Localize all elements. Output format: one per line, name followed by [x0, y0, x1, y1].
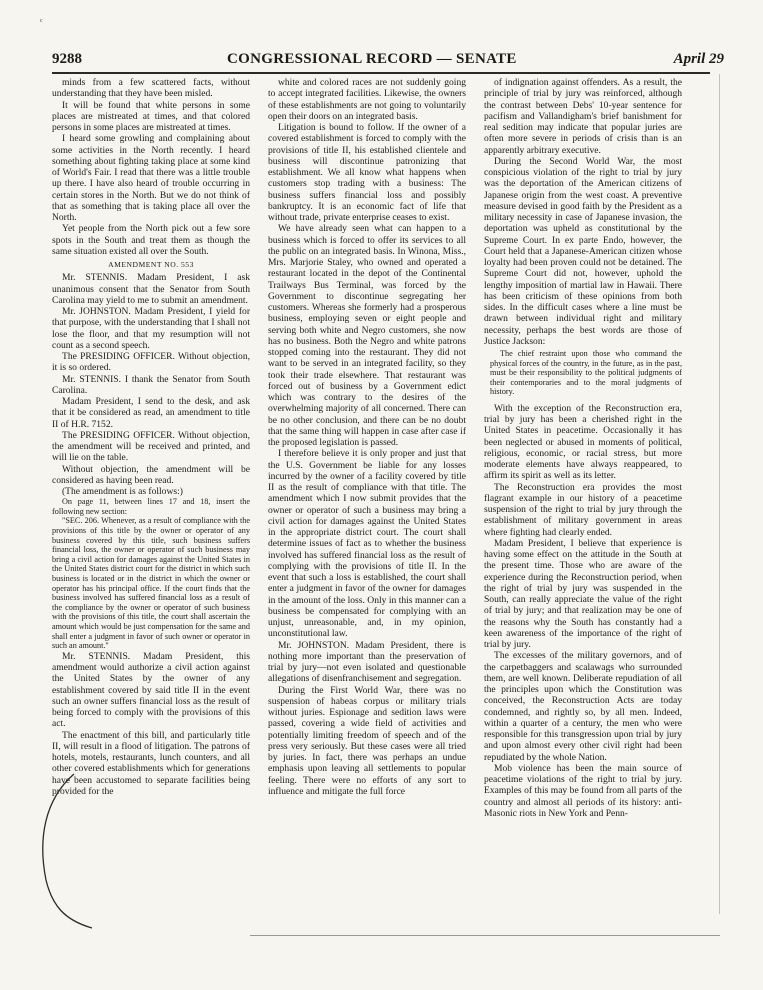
section-heading: AMENDMENT NO. 553 — [108, 260, 194, 269]
paragraph: The enactment of this bill, and particularly title II, will result in a flood of litigation. The patrons of hotels, motels, restaurants, lunch counters, and all other covered establishments which for generations have been accustomed to separate facilities being provided for the — [52, 729, 250, 797]
paragraph: (The amendment is as follows:) — [62, 486, 183, 497]
paragraph: We have already seen what can happen to a business which is forced to offer its services to all the public on an integrated basis. In Winona, Miss., Mrs. Marjorie Staley, who owned and operated a restaurant located in the depot of the Continental Trailways Bus Terminal, was forced by the Government to discontinue segregating her customers. Whereas she formerly had a prosperous business, employing seven or eight people and serving both white and Negro customers, she now has no business. Both the Negro and white patrons stopped coming into the restaurant. They did not want to be served in an integrated facility, so they took their trade elsewhere. That restaurant was forced out of business by a Government edict which was contrary to the desires of the overwhelming majority of all concerned. There can be no other conclusion, and there can be no doubt that the same thing will happen in case after case if the proposed legislation is passed. — [268, 223, 466, 448]
paragraph: During the Second World War, the most conspicious violation of the right to trial by jury was the deportation of the American citizens of Japanese origin from the west coast. A preventive measure devised in good faith by the President as a military necessity in case of Japanese invasion, the deportation was upheld as constitutional by the Supreme Court. In ex parte Endo, however, the Court held that a Japanese-American citizen whose loyalty had been proven could not be detained. The Supreme Court did not, however, uphold the lengthy imposition of martial law in Hawaii. There has been criticism of these opinions from both sides. In the difficult cases where a line must be drawn between individual right and military necessity, perhaps the best words are those of Justice Jackson: — [484, 155, 682, 347]
paragraph: Mr. JOHNSTON. Madam President, I yield for that purpose, with the understanding that I shall not lose the floor, and that my resumption will not count as a second speech. — [52, 306, 250, 351]
bottom-pen-line — [250, 935, 720, 936]
paragraph: minds from a few scattered facts, without understanding that they have been misled. — [52, 77, 250, 100]
paragraph: The PRESIDING OFFICER. Without objection, it is so ordered. — [52, 351, 250, 374]
paragraph: Mr. JOHNSTON. Madam President, there is nothing more important than the preservation of trial by jury—not even isolated and questionable allegations of disenfranchisement and segregation. — [268, 639, 466, 685]
paragraph: The PRESIDING OFFICER. Without objection, the amendment will be received and printed, and will lie on the table. — [52, 429, 250, 464]
paragraph: Mr. STENNIS. Madam President, I ask unanimous consent that the Senator from South Carolina may yield to me to submit an amendment. — [52, 272, 250, 306]
paragraph: white and colored races are not suddenly going to accept integrated facilities. Likewise, the owners of these establishments are not going to voluntarily open their doors on an integrated basis. — [268, 77, 466, 122]
column-2 — [268, 77, 466, 947]
paragraph: Litigation is bound to follow. If the owner of a covered establishment is forced to comply with the provisions of title II, his established clientele and business will discontinue patronizing that establishment. We all know what happens when customers stop trading with a business: The business suffers financial loss and possibly bankruptcy. It is an economic fact of life that without trade, private enterprise ceases to exist. — [268, 122, 466, 223]
paragraph: of indignation against offenders. As a result, the principle of trial by jury was reinforced, although the contrast between Debs' 10-year sentence for pacifism and Vallandigham's brief banishment for real sedition may indicate that popular juries are often more severe in periods of crisis than is an apparently arbitrary executive. — [484, 77, 682, 156]
paragraph: Without objection, the amendment will be considered as having been read. — [52, 463, 250, 486]
header-rule — [52, 72, 710, 74]
block-quote: The chief restraint upon those who command the physical forces of the country, in the future, as in the past, must be their responsibility to the political judgments of their contemporaries and to the moral judgments of history. — [490, 349, 682, 397]
paragraph: It will be found that white persons in some places are mistreated at times, and that colored persons in some places are mistreated at times. — [52, 99, 250, 133]
paragraph: "SEC. 206. Whenever, as a result of compliance with the provisions of this title by the owner or operator of any business covered by this title, such business suffers financial loss, the owner or operator of such business may bring a civil action for damages against the United States in the United States district court for the district in which such business is located or in the district in which the owner or operator has his principal office. If the court finds that the business involved has suffered financial loss as a result of the compliance by the owner or operator of such business with the provisions of this title, the court shall ascertain the amount which would be just compensation for the same and shall enter a judgment in favor of such owner or operator in such an amount." — [52, 516, 250, 651]
paragraph: Madam President, I send to the desk, and ask that it be considered as read, an amendment to title II of H.R. 7152. — [52, 396, 250, 430]
paragraph: The excesses of the military governors, and of the carpetbaggers and scalawags who surrounded them, are well known. Deliberate repudiation of all the principles upon which the Constitution was conceived, the Reconstruction Acts are today condemned, and rightly so, by all men. Indeed, within a quarter of a century, the men who were responsible for this transgression upon trial by jury and upon almost every other civil right had been repudiated by the whole Nation. — [484, 650, 682, 763]
column-3 — [484, 77, 682, 947]
paragraph: Madam President, I believe that experience is having some effect on the attitude in the South at the present time. Those who are aware of the experience during the Reconstruction period, when the right of trial by jury was suspended in the South, can really appreciate the value of the right of trial by jury; and that realization may be one of the reasons why the South has constantly had a keen awareness of the importance of the right of trial by jury. — [484, 537, 682, 651]
margin-pen-mark — [34, 770, 94, 930]
issue-date: April 29 — [673, 51, 724, 67]
paragraph: I therefore believe it is only proper and just that the U.S. Government be liable for any losses incurred by the owner of a facility covered by title II as the result of compliance with that title. The amendment which I now submit provides that the owner or operator of such a business may bring a civil action for damages against the United States in the appropriate district court. The court shall determine issues of fact as to whether the business involved has suffered financial loss as the result of complying with the provisions of title II. In the event that such a loss is established, the court shall enter a judgment in favor of the owner for damages in the amount of the loss. Only in this manner can a business be compensated for complying with an unjust, unreasonable, and, in my opinion, unconstitutional law. — [268, 448, 466, 640]
paragraph: Yet people from the North pick out a few sore spots in the South and treat them as though the same situation existed all over the South. — [52, 223, 250, 257]
publication-title: CONGRESSIONAL RECORD — SENATE — [227, 51, 517, 67]
paragraph: Mob violence has been the main source of peacetime violations of the right to trial by jury. Examples of this may be found from all parts of the country and almost all periods of its history: anti-Masonic riots in New York and Penn- — [484, 762, 682, 819]
page-header — [52, 51, 724, 73]
paragraph: I heard some growling and complaining about some activities in the North recently. I heard something about fighting taking place at some kind of World's Fair. I read that there was a little trouble up there. I have also heard of trouble occurring in certain stores in the North. But we do not think of that as something that is taking place all over the North. — [52, 133, 250, 223]
paragraph: Mr. STENNIS. Madam President, this amendment would authorize a civil action against the United States by the owner of any establishment covered by said title II in the event such an owner suffers financial loss as the result of being forced to comply with the provisions of this act. — [52, 650, 250, 730]
paragraph: During the First World War, there was no suspension of habeas corpus or military trials without juries. Espionage and sedition laws were passed, covering a wide field of activities and potentially limiting freedom of speech and of the press very seriously. But these cases were all tried by juries. In fact, there was perhaps an undue emphasis upon leaving all settlements to popular feeling. There were no efforts of any sort to influence and mitigate the full force — [268, 684, 466, 797]
page-number: 9288 — [52, 51, 82, 67]
paragraph: Mr. STENNIS. I thank the Senator from South Carolina. — [52, 373, 250, 396]
paragraph: On page 11, between lines 17 and 18, insert the following new section: — [52, 497, 250, 516]
paragraph: With the exception of the Reconstruction era, trial by jury has been a cherished right in the United States in peacetime. Occasionally it has been neglected or abused in moments of political, religious, economic, or racial stress, but more moderate elements have always reappeared, to affirm its spirit as well as its letter. — [484, 402, 682, 482]
scan-mark: ᶜ — [40, 16, 43, 28]
right-margin-line — [719, 74, 720, 914]
paragraph: The Reconstruction era provides the most flagrant example in our history of a peacetime suspension of the right to trial by jury through the establishment of military government in areas where fighting had clearly ended. — [484, 481, 682, 538]
